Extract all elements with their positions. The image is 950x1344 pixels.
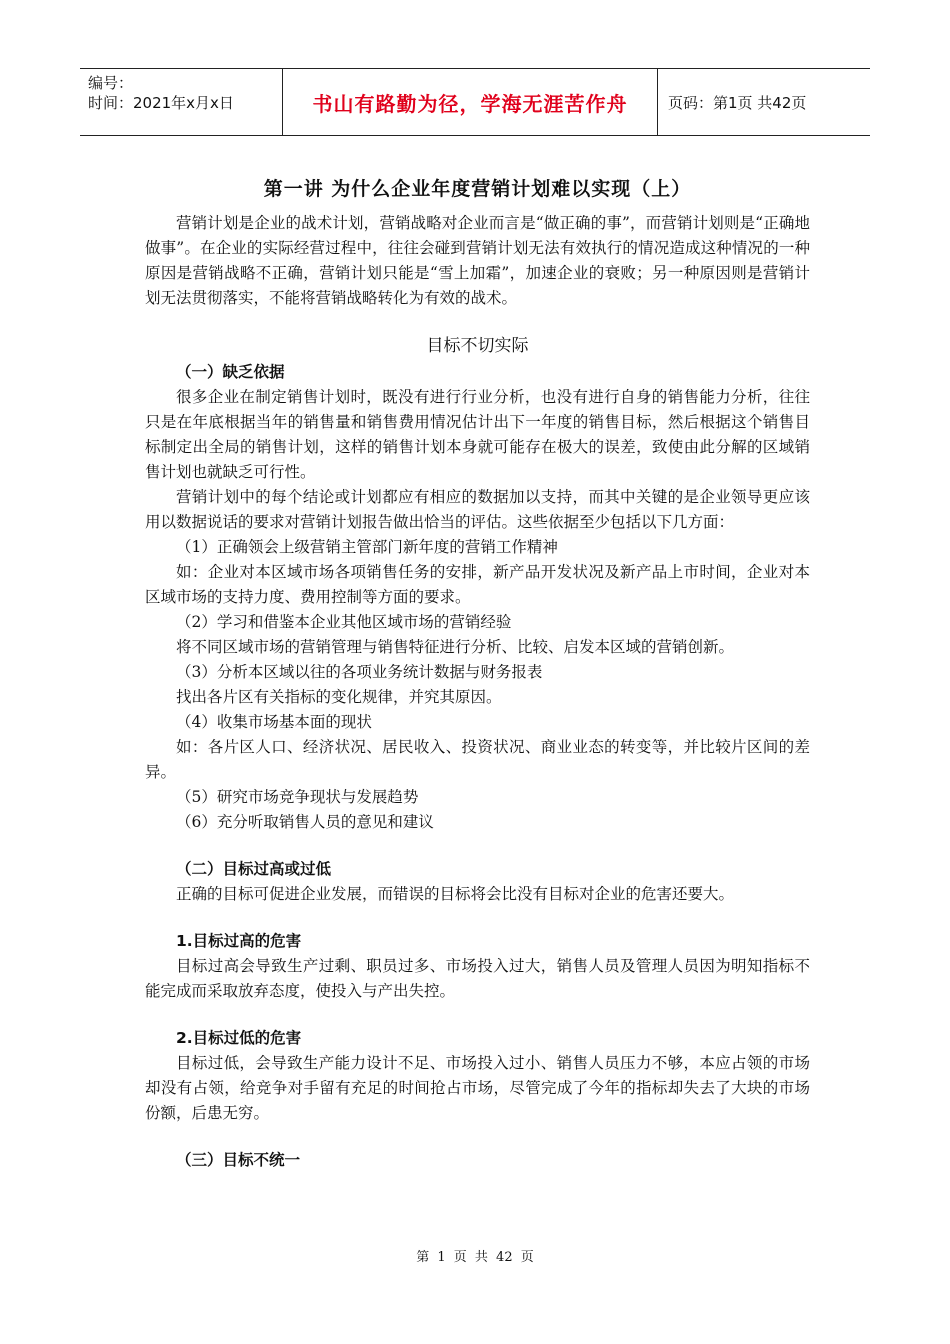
list-item-detail: 如：各片区人口、经济状况、居民收入、投资状况、商业业态的转变等，并比较片区间的差异。 bbox=[145, 738, 810, 781]
list-item-detail: 如：企业对本区域市场各项销售任务的安排，新产品开发状况及新产品上市时间，企业对本区域市场的支持力度、费用控制等方面的要求。 bbox=[145, 563, 810, 606]
header-page-info: 页码：第1页 共42页 bbox=[668, 93, 807, 112]
paragraph: 营销计划中的每个结论或计划都应有相应的数据加以支持，而其中关键的是企业领导更应该用以数据说话的要求对营销计划报告做出恰当的评估。这些依据至少包括以下几方面： bbox=[145, 488, 810, 531]
header-table bbox=[80, 68, 870, 136]
paragraph: 正确的目标可促进企业发展，而错误的目标将会比没有目标对企业的危害还要大。 bbox=[176, 885, 735, 903]
page-footer: 第 1 页 共 42 页 bbox=[416, 1250, 534, 1265]
subsection-heading-3: （三）目标不统一 bbox=[176, 1151, 301, 1169]
list-item-heading: （3）分析本区域以往的各项业务统计数据与财务报表 bbox=[176, 663, 543, 681]
list-item-heading: （1）正确领会上级营销主管部门新年度的营销工作精神 bbox=[176, 538, 558, 556]
paragraph: 很多企业在制定销售计划时，既没有进行行业分析，也没有进行自身的销售能力分析，往往只是在年底根据当年的销售量和销售费用情况估计出下一年度的销售目标，然后根据这个销售目标制定出全局的销售计划，这样的销售计划本身就可能存在极大的误差，致使由此分解的区域销售计划也就缺乏可行性。 bbox=[145, 388, 810, 481]
paragraph: 目标过高会导致生产过剩、职员过多、市场投入过大，销售人员及管理人员因为明知指标不能完成而采取放弃态度，使投入与产出失控。 bbox=[145, 957, 810, 1000]
section-title: 目标不切实际 bbox=[426, 336, 529, 356]
document-body bbox=[145, 168, 810, 1173]
intro-paragraph: 营销计划是企业的战术计划，营销战略对企业而言是“做正确的事”，而营销计划则是“正确地做事”。在企业的实际经营过程中，往往会碰到营销计划无法有效执行的情况造成这种情况的一种原因是营销战略不正确，营销计划只能是“雪上加霜”，加速企业的衰败；另一种原因则是营销计划无法贯彻落实，不能将营销战略转化为有效的战术。 bbox=[145, 214, 810, 307]
list-item-heading: （4）收集市场基本面的现状 bbox=[176, 713, 372, 731]
page-title: 第一讲 为什么企业年度营销计划难以实现（上） bbox=[263, 178, 692, 200]
motto: 书山有路勤为径，学海无涯苦作舟 bbox=[312, 91, 628, 116]
header-motto-cell bbox=[282, 69, 658, 135]
list-item-heading: （5）研究市场竞争现状与发展趋势 bbox=[176, 788, 419, 806]
paragraph: 目标过低，会导致生产能力设计不足、市场投入过小、销售人员压力不够，本应占领的市场却没有占领，给竞争对手留有充足的时间抢占市场，尽管完成了今年的指标却失去了大块的市场份额，后患无穷。 bbox=[145, 1054, 810, 1122]
document-date: 时间：2021年x月x日 bbox=[88, 94, 234, 112]
subsection-heading-2: （二）目标过高或过低 bbox=[176, 860, 332, 878]
list-item-detail: 找出各片区有关指标的变化规律，并究其原因。 bbox=[176, 688, 502, 706]
subsection-heading-1: （一）缺乏依据 bbox=[176, 363, 285, 381]
point-heading-low: 2.目标过低的危害 bbox=[176, 1029, 302, 1047]
list-item-heading: （2）学习和借鉴本企业其他区域市场的营销经验 bbox=[176, 613, 512, 631]
list-item-detail: 将不同区域市场的营销管理与销售特征进行分析、比较、启发本区域的营销创新。 bbox=[176, 638, 735, 656]
document-number: 编号： bbox=[88, 74, 134, 92]
point-heading-high: 1.目标过高的危害 bbox=[176, 932, 302, 950]
header-meta bbox=[80, 69, 282, 135]
list-item-heading: （6）充分听取销售人员的意见和建议 bbox=[176, 813, 434, 831]
